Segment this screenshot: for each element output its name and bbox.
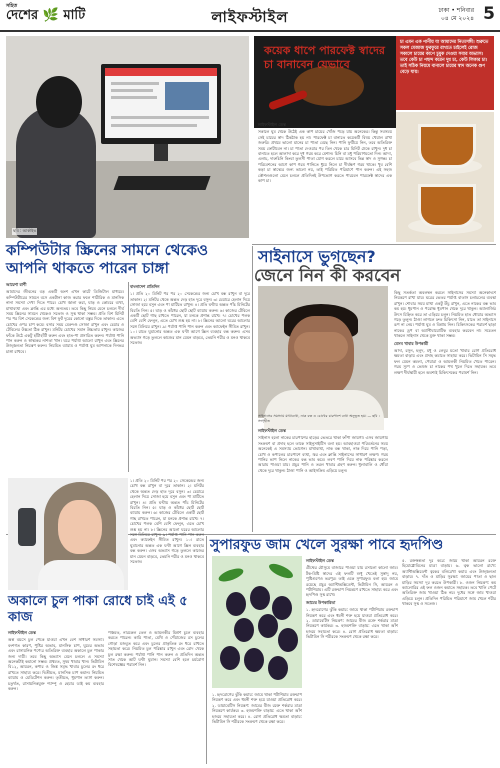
monitor-illustration — [101, 64, 221, 144]
person-shirt — [264, 390, 384, 430]
tea-intro-box — [396, 36, 494, 110]
monitor-screen — [105, 68, 217, 138]
subheading: বাংলাদেশ প্রতিদিন — [130, 284, 160, 289]
teacup — [418, 124, 476, 168]
body-text: কিছু সতর্কতা অবলম্বন করলে সাইনাসের সমস্যা অনেকাংশে নিয়ন্ত্রণে রাখা যায়। ঘরের ভেতর পর্যাপ্ত বাতাস চলাচলের ব্যবস্থা রাখুন। শোবার সময় মাথা একটু উঁচু রাখুন, এতে নাকের বন্ধ ভাব কম হয়। ধূমপান ও পরোক্ষ ধূমপান থেকে দূরে থাকুন। অ্যালার্জির উৎস চিহ্নিত করে তা এড়িয়ে চলুন। নিয়মিত হাত ধোয়ার অভ্যাস গড়ে তুলুন। ঠাণ্ডা লাগলে দ্রুত চিকিৎসা নিন, যাতে তা সাইনাসে রূপ না নেয়। পর্যাপ্ত ঘুম ও বিশ্রাম নিন। চিকিৎসকের পরামর্শ ছাড়া নাকের ড্রপ বা অ্যান্টিবায়োটিক ব্যবহার করবেন না। সচেতন থাকলে সাইনাস থেকে মুক্ত থাকা সম্ভব। — [394, 290, 496, 339]
dateline-date: ০৪ মে ২০২৪ — [441, 15, 474, 22]
body-text: ১. হৃদরোগের ঝুঁকি কমায়: জামে থাকা পটাশিয়াম রক্তচাপ নিয়ন্ত্রণ করে এবং ধমনী শক্ত হয়ে যাওয়া প্রতিরোধ করে। ২. ডায়াবেটিস নিয়ন্ত্রণ: জামের বীজ রক্তে শর্করার মাত্রা নিয়ন্ত্রণে কার্যকর। ৩. হজমশক্তি বাড়ায়: এতে থাকা আঁশ হজমে সহায়তা করে। ৪. রোগ প্রতিরোধ ক্ষমতা বাড়ায়: ভিটামিন সি শরীরকে সংক্রমণ থেকে রক্ষা করে। — [306, 607, 398, 640]
woman-face — [58, 500, 102, 554]
leaf — [267, 561, 295, 581]
jam-berry — [272, 596, 292, 620]
headline-sinus-top: সাইনাসে ভুগছেন? — [258, 247, 376, 266]
leaf — [217, 566, 245, 584]
article-body-hair-col2 — [108, 630, 204, 762]
article-body-hair — [8, 630, 104, 762]
body-text: ১. হৃদরোগের ঝুঁকি কমায়: জামে থাকা পটাশিয়াম রক্তচাপ নিয়ন্ত্রণ করে এবং ধমনী শক্ত হয়ে যাওয়া প্রতিরোধ করে। ২. ডায়াবেটিস নিয়ন্ত্রণ: জামের বীজ রক্তে শর্করার মাত্রা নিয়ন্ত্রণে কার্যকর। ৩. হজমশক্তি বাড়ায়: এতে থাকা আঁশ হজমে সহায়তা করে। ৪. রোগ প্রতিরোধ ক্ষমতা বাড়ায়: ভিটামিন সি শরীরকে সংক্রমণ থেকে রক্ষা করে। — [212, 692, 302, 725]
article-body-superfood-under-photo — [212, 692, 302, 764]
teacup — [418, 184, 476, 228]
body-text: আদা, রসুন, হলুদ, মধু ও লেবুর মতো খাবার রোগ প্রতিরোধ ক্ষমতা বাড়ায় এবং প্রদাহ কমাতে সাহায্য করে। ভিটামিন সি সমৃদ্ধ ফল যেমন কমলা, পেয়ারা ও আমলকী নিয়মিত খেতে পারেন। গরম স্যুপ ও ভেষজ চা নাকের পথ খুলে দিতে সহায়ক। তবে লক্ষণ দীর্ঘস্থায়ী হলে অবশ্যই চিকিৎসকের পরামর্শ নিন। — [394, 348, 496, 375]
byline: লাইফস্টাইল ডেস্ক — [8, 630, 36, 635]
body-text: ১। প্রতি ২০ মিনিট পর পর ২০ সেকেন্ডের জন্য চোখ বন্ধ রাখুন বা দূরে তাকান। ২। মনিটর থেকে অন্তত দেড় হাত দূরে বসুন। ৩। চেয়ারে হেলান দিয়ে সোজা হয়ে বসুন এবং পা মাটিতে রাখুন। ৪। প্রতি ঘণ্টায় অন্তত পাঁচ মিনিটের বিরতি নিন। ৫। ঘাড় ও কাঁধের ছোট ছোট ব্যায়াম করুন। ৬। কাজের টেবিলে একটি ছোট গাছ রাখতে পারেন, যা মনকে প্রশান্ত রাখে। ৭। চোখের পলক বেশি বেশি ফেলুন, এতে চোখ শুষ্ক হয় না। ৮। স্ক্রিনের আলো ঘরের আলোর সঙ্গে মিলিয়ে রাখুন। ৯। পর্যাপ্ত পানি পান করুন এবং ক্যাফেইন সীমিত রাখুন। ১০। রাতে ঘুমানোর অন্তত এক ঘণ্টা আগে স্ক্রিন ব্যবহার বন্ধ করুন। এসব অভ্যাস গড়ে তুললে কাজের মান যেমন বাড়বে, তেমনি শরীর ও মনও থাকবে সতেজ। — [130, 478, 204, 565]
article-body-computer-col2 — [130, 282, 250, 472]
woman-photo — [8, 478, 128, 590]
jam-berry — [226, 592, 246, 616]
subheading: জামের উপকারিতা — [306, 599, 336, 605]
dateline-city-day: ঢাকা • শনিবার — [438, 7, 474, 14]
subheading: যেসব খাবার উপকারী — [394, 340, 429, 346]
body-text: অল্প বয়সে চুল পেকে যাওয়া এখন বেশ সাধারণ সমস্যা। বংশগত কারণ, পুষ্টির অভাব, মানসিক চাপ, ঘুমের অভাব এবং রাসায়নিক পণ্যের অতিরিক্ত ব্যবহার অকালে চুল পাকার জন্য দায়ী। তবে কিছু অভ্যাস মেনে চললে এ সমস্যা অনেকটাই কমানো সম্ভব। প্রথমত, সুষম খাবার খান। ভিটামিন বি১২, আয়রন, কপার ও জিঙ্ক সমৃদ্ধ খাবার চুলের রং ধরে রাখতে সাহায্য করে। দ্বিতীয়ত, মানসিক চাপ কমান। নিয়মিত ব্যায়াম ও মেডিটেশন করুন। তৃতীয়ত, ধূমপান ত্যাগ করুন। চতুর্থত, রাসায়নিকযুক্ত শ্যাম্পু ও হেয়ার ডাই কম ব্যবহার করুন। — [8, 637, 104, 692]
body-text: সাইনাস হলো নাকের চারপাশের হাড়ের ভেতরে থাকা ফাঁপা জায়গা। এসব জায়গায় সংক্রমণ বা প্রদাহ হলে তাকে সাইনুসাইটিস বলা হয়। আবহাওয়া পরিবর্তনের সময় অনেকেই এ সমস্যায় ভোগেন। মাথাব্যথা, নাক বন্ধ থাকা, নাক দিয়ে পানি পড়া, চোখ ও কপালের চারপাশে ব্যথা, জ্বর এবং ক্লান্তি সাইনাসের সাধারণ লক্ষণ। গরম পানির ভাপ নিলে নাকের বন্ধ ভাব কমে। লবণ পানি দিয়ে নাক পরিষ্কার করলে আরাম পাওয়া যায়। প্রচুর পানি ও তরল খাবার গ্রহণ করুন। ধুলাবালি ও ধোঁয়া থেকে দূরে থাকুন। ঠাণ্ডা পানি ও আইসক্রিম এড়িয়ে চলুন। — [258, 435, 388, 473]
divider — [128, 282, 129, 472]
masthead-title: দেশের 🌿 মাটি — [6, 8, 86, 23]
jam-berry — [244, 648, 264, 672]
screen-text-row — [111, 82, 159, 85]
jam-berry — [258, 614, 278, 638]
byline: লাইফস্টাইল ডেস্ক — [306, 558, 334, 563]
intro-text: চা এমন এক পানীয় যা আমাদের নিত্যসঙ্গী। শুরুতে সকল মেজাজ ফুরফুরে রাখতে চাইলেই রোজ সকালে চায়ের কাপে চুমুক দেওয়া সবার অভ্যাস। তবে কেউ চা পছন্দ করেন দুধ চা, কেউ লিকার চা। তাই সঠিক নিয়মে বানালে চায়ের স্বাদ অনেক গুণ বেড়ে যায়। — [400, 40, 489, 75]
tea-bowl — [294, 66, 364, 106]
chili — [268, 89, 308, 110]
article-body-tea — [258, 122, 392, 240]
divider — [252, 244, 496, 245]
jam-fruit-photo — [212, 556, 302, 688]
screen-text-row — [111, 116, 209, 119]
jam-berry — [250, 586, 270, 610]
teacup-photo — [396, 112, 494, 242]
article-body-superfood-col2 — [402, 558, 496, 764]
body-text: সকালে ঘুম থেকে উঠেই এক কাপ চায়ের খোঁজ পড়ে যায় অনেকের। কিন্তু সবসময় সেই চায়ের স্বাদ ঠিকঠাক হয় না। পারফেক্ট চা বানাতে কয়েকটি বিষয় খেয়াল রাখা জরুরি। প্রথমে ভালো মানের চা পাতা বেছে নিন। পানি ফুটিয়ে নিন, তবে অতিরিক্ত সময় ফোটাবেন না। চা পাতা দেওয়ার পর তিন থেকে চার মিনিট ঢেকে রাখুন। দুধ চা বানাতে হলে আলাদা করে দুধ গরম করে মেশান। চিনি বা মধু পরিমাণমতো দিন। আদা, এলাচ, দারুচিনি কিংবা তুলসী পাতা যোগ করলে চায়ে আসবে ভিন্ন স্বাদ ও সুগন্ধ। চা পরিবেশনের আগে কাপ গরম পানিতে ধুয়ে নিলে চা দীর্ঘক্ষণ গরম থাকে। খুব বেশি কড়া চা স্বাস্থ্যের জন্য ভালো নয়, তাই পরিমিত পরিমাণে পান করুন। এই সহজ কৌশলগুলো মেনে চললে প্রতিদিনই উপভোগ করতে পারবেন পারফেক্ট স্বাদের এক কাপ চা। — [258, 129, 392, 184]
page-number: 5 — [483, 4, 495, 24]
photo-credit: ছবি : আর্কাইভ — [13, 228, 37, 233]
jam-berry — [278, 628, 298, 652]
computer-photo — [6, 36, 249, 238]
article-body-sinus — [258, 428, 388, 530]
section-title: লাইফস্টাইল — [211, 8, 289, 26]
headline-computer: কম্পিউটার স্ক্রিনের সামনে থেকেও আপনি থাকতে পারেন চাঙ্গা — [6, 241, 209, 277]
headline-sinus-bottom: জেনে নিন কী করবেন — [254, 266, 401, 286]
headline-superfood: সুপারফুড জাম খেলে সুরক্ষা পাবে হৃদপিণ্ড — [210, 537, 444, 553]
sinus-caption: সাইনাসের সমস্যায় মাথাব্যথা, নাক বন্ধ ও চোখের চারপাশে ব্যথা অনুভূত হয়। — ছবি : সংগৃহীত — [258, 414, 380, 423]
article-body-sinus-right — [394, 290, 496, 530]
person-hand — [294, 332, 348, 362]
screen-header-bar — [105, 68, 217, 76]
screen-text-row — [111, 89, 153, 92]
divider — [252, 246, 253, 532]
page-header — [0, 0, 500, 32]
divider — [206, 536, 207, 764]
masthead-tagline: সহিত — [6, 3, 18, 9]
keyboard — [113, 176, 210, 190]
screen-text-row — [111, 124, 197, 127]
body-text: গ্রীষ্মের মৌসুমে বাজারে পাওয়া যায় রসালো কালো জাম। টক-মিষ্টি স্বাদের এই ফলটি শুধু খেতেই সুস্বাদু নয়, পুষ্টিগুণেও ভরপুর। তাই একে সুপারফুড বলা হয়। জামে রয়েছে প্রচুর অ্যান্টিঅক্সিডেন্ট, ভিটামিন সি, আয়রন ও পটাশিয়াম। এটি রক্তচাপ নিয়ন্ত্রণে রাখতে সাহায্য করে এবং হৃদপিণ্ড সুস্থ রাখে। — [306, 565, 398, 598]
jam-berry — [220, 646, 240, 670]
body-text: ৫. রক্তস্বল্পতা দূর করে: জামে থাকা আয়রন রক্তে হিমোগ্লোবিনের মাত্রা বাড়ায়। ৬. ত্বক ভালো রাখে: অ্যান্টিঅক্সিডেন্ট ত্বকের বলিরেখা কমায় এবং উজ্জ্বলতা বাড়ায়। ৭. দাঁত ও মাড়ির সুরক্ষা: জামের পাতা ও ছাল মাড়ির সমস্যা দূর করতে উপকারী। ৮. ওজন নিয়ন্ত্রণ: কম ক্যালোরির এই ফল ওজন কমাতে সহায়ক। তবে খালি পেটে অতিরিক্ত জাম খাওয়া ঠিক নয়। দুধের সঙ্গে জাম খাওয়া এড়িয়ে চলুন। প্রতিদিন পরিমিত পরিমাণে জাম খেলে শরীর থাকবে সুস্থ ও সতেজ। — [402, 558, 496, 607]
screen-image — [165, 82, 209, 110]
comb — [18, 508, 36, 546]
byline: আয়েশা রাণী — [6, 282, 27, 287]
headline-tea: কয়েক ধাপে পারফেক্ট স্বাদের চা বানাবেন যেভাবে — [264, 44, 385, 71]
article-body-computer-col3 — [130, 478, 204, 565]
person-head — [36, 76, 82, 128]
body-text: পঞ্চমত, নারকেল তেল ও আমলকীর মিশ্রণ চুলে ব্যবহার করতে পারেন। কারি পাতা, মেথি ও পেঁয়াজের রস চুলের গোড়া মজবুত করে এবং চুলের প্রাকৃতিক রং ধরে রাখতে সহায়তা করে। নিয়মিত চুল পরিষ্কার রাখুন এবং রোদ থেকে চুল রক্ষা করুন। পর্যাপ্ত পানি পান করুন ও প্রতিদিন অন্তত সাত থেকে আট ঘণ্টা ঘুমান। সমস্যা বেশি হলে চর্মরোগ বিশেষজ্ঞের পরামর্শ নিন। — [108, 630, 204, 668]
monitor-stand — [154, 144, 168, 162]
article-body-superfood — [306, 558, 398, 764]
byline: লাইফস্টাইল ডেস্ক — [258, 428, 286, 433]
body-text: ১। প্রতি ২০ মিনিট পর পর ২০ সেকেন্ডের জন্য চোখ বন্ধ রাখুন বা দূরে তাকান। ২। মনিটর থেকে অন্তত দেড় হাত দূরে বসুন। ৩। চেয়ারে হেলান দিয়ে সোজা হয়ে বসুন এবং পা মাটিতে রাখুন। ৪। প্রতি ঘণ্টায় অন্তত পাঁচ মিনিটের বিরতি নিন। ৫। ঘাড় ও কাঁধের ছোট ছোট ব্যায়াম করুন। ৬। কাজের টেবিলে একটি ছোট গাছ রাখতে পারেন, যা মনকে প্রশান্ত রাখে। ৭। চোখের পলক বেশি বেশি ফেলুন, এতে চোখ শুষ্ক হয় না। ৮। স্ক্রিনের আলো ঘরের আলোর সঙ্গে মিলিয়ে রাখুন। ৯। পর্যাপ্ত পানি পান করুন এবং ক্যাফেইন সীমিত রাখুন। ১০। রাতে ঘুমানোর অন্তত এক ঘণ্টা আগে স্ক্রিন ব্যবহার বন্ধ করুন। এসব অভ্যাস গড়ে তুললে কাজের মান যেমন বাড়বে, তেমনি শরীর ও মনও থাকবে সতেজ। — [130, 291, 250, 346]
jam-berry — [234, 618, 254, 642]
screen-text-row — [111, 96, 157, 99]
date-block — [438, 7, 474, 23]
jam-berry — [268, 656, 288, 680]
headline-hair: অকালে চুল পাকা রোধে চাই এই ৫ কাজ — [8, 594, 188, 625]
byline: লাইফস্টাইল ডেস্ক — [258, 122, 286, 127]
woman-shirt — [38, 560, 124, 590]
sinus-photo — [258, 286, 388, 418]
body-text: আমাদের জীবনের বড় একটি অংশ এখন কাটে ডিজিটাল মাধ্যমে। কম্পিউটারের সামনে বসে একটানা কাজ করার ফলে শারীরিক ও মানসিক নানা সমস্যা দেখা দিতে পারে। চোখ জ্বালা করা, ঘাড় ও কোমরে ব্যথা, মাথাব্যথা এবং ক্লান্তি এর মধ্যে অন্যতম। তবে কিছু নিয়ম মেনে চললে দীর্ঘ সময় স্ক্রিনের সামনে থেকেও সতেজ ও সুস্থ থাকা সম্ভব। প্রতি বিশ মিনিট পর পর বিশ সেকেন্ডের জন্য বিশ ফুট দূরের কোনো বস্তুর দিকে তাকান। এতে চোখের ওপর চাপ কমে। বসার সময় মেরুদণ্ড সোজা রাখুন এবং চেয়ার ও টেবিলের উচ্চতা ঠিক রাখুন। মনিটর চোখের সমান উচ্চতায় রাখুন। কাজের ফাঁকে উঠে একটু হাঁটাহাঁটি করুন এবং হাত-পা প্রসারিত করুন। পর্যাপ্ত পানি পান করুন ও স্বাস্থ্যকর নাশতা খান। ঘরে পর্যাপ্ত আলো রাখুন এবং স্ক্রিনের উজ্জ্বলতা নিয়ন্ত্রণ করুন। নিয়মিত ব্যায়াম ও পর্যাপ্ত ঘুম আপনাকে দিনভর চাঙ্গা রাখবে। — [6, 289, 124, 354]
